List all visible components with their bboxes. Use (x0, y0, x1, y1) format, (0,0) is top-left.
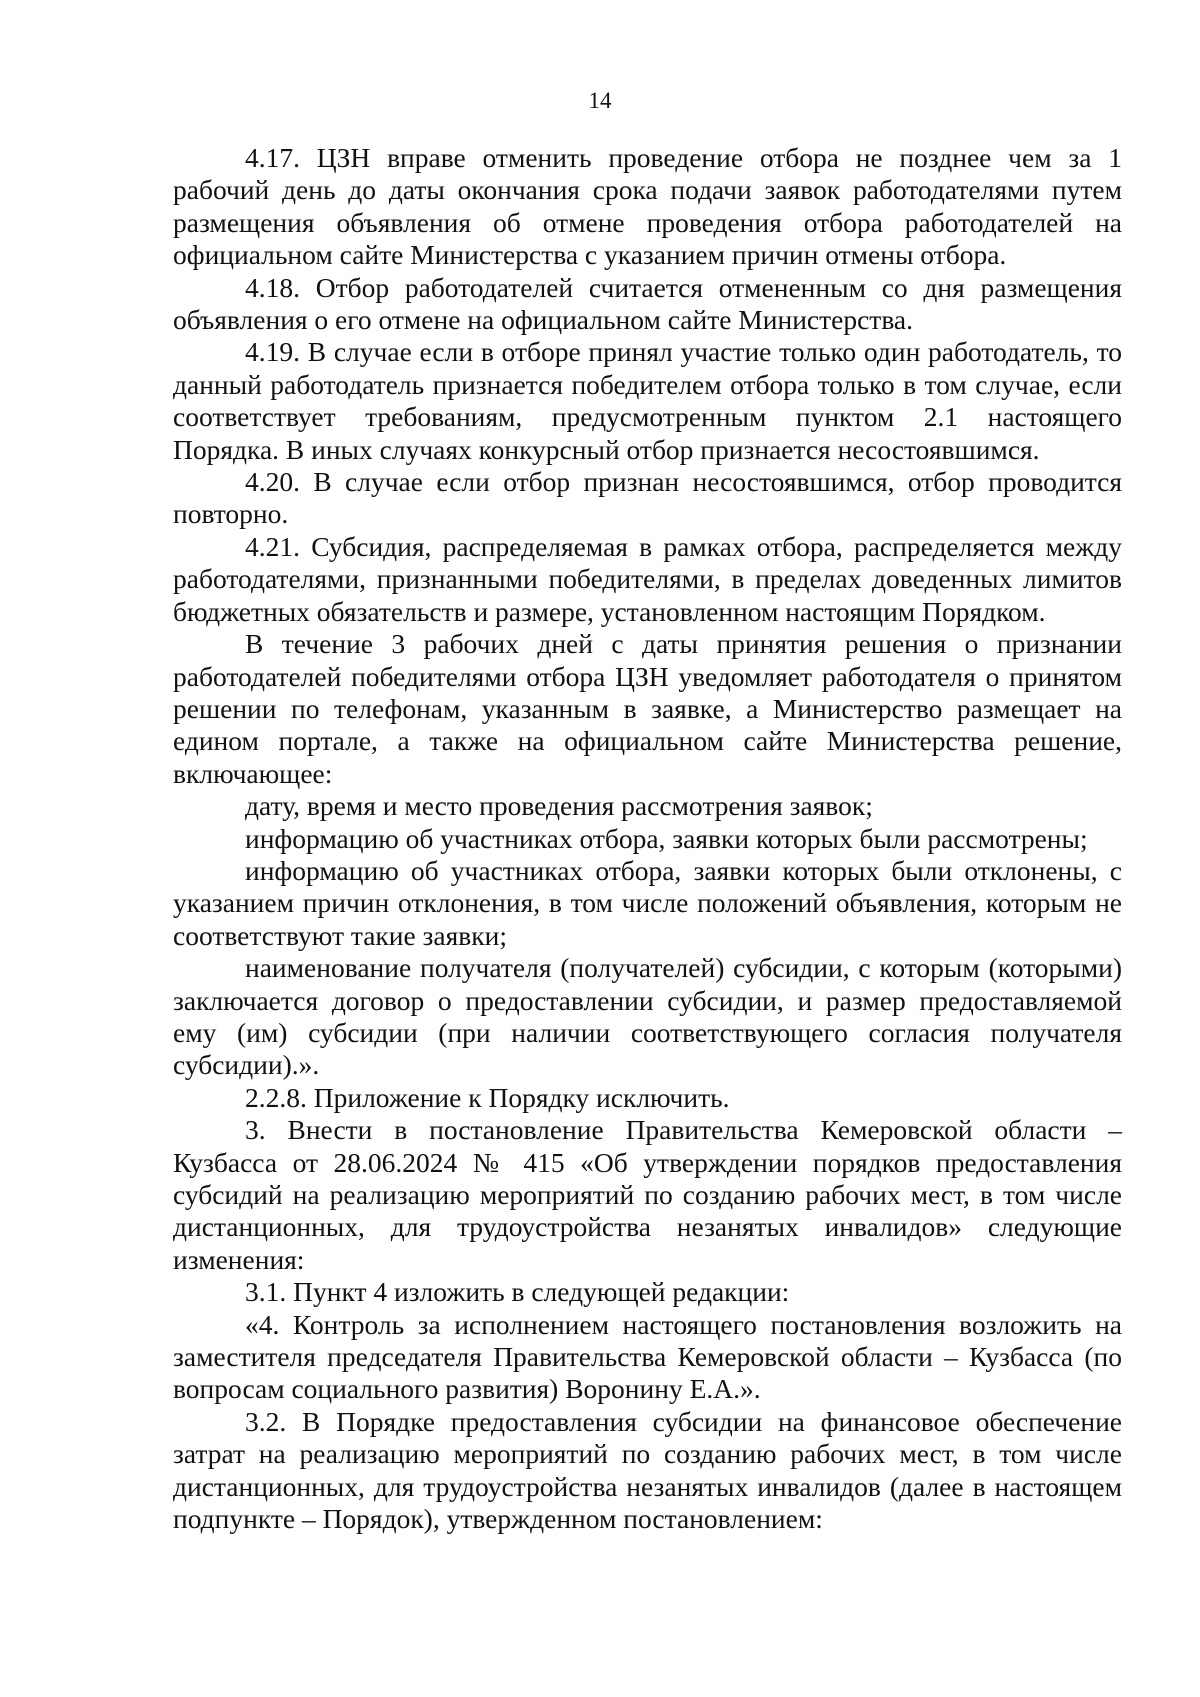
paragraph-3-2: 3.2. В Порядке предоставления субсидии на финансовое обеспечение затрат на реализацию мероприятий по созданию рабочих мест, в том числе дистанционных, для трудоустройства незанятых инвалидов (далее в настоящем подпункте – Порядок), утвержденном постановлением: (173, 1405, 1122, 1535)
paragraph-notification: В течение 3 рабочих дней с даты принятия решения о признании работодателей победителями отбора ЦЗН уведомляет работодателя о принятом решении по телефонам, указанным в заявке, а Министерство размещает на едином портале, а также на официальном сайте Министерства решение, включающее: (173, 628, 1122, 789)
paragraph-4-19: 4.19. В случае если в отборе принял участие только один работодатель, то данный работодатель признается победителем отбора только в том случае, если соответствует требованиям, предусмотренным пунктом 2.1 настоящего Порядка. В иных случаях конкурсный отбор признается несостоявшимся. (173, 336, 1122, 465)
document-body (173, 142, 1122, 1535)
paragraph-4-18: 4.18. Отбор работодателей считается отмененным со дня размещения объявления о его отмене на официальном сайте Министерства. (173, 271, 1122, 336)
list-item-date-time-place: дату, время и место проведения рассмотрения заявок; (245, 790, 873, 822)
paragraph-2-2-8: 2.2.8. Приложение к Порядку исключить. (245, 1081, 730, 1113)
paragraph-quoted-4: «4. Контроль за исполнением настоящего постановления возложить на заместителя председателя Правительства Кемеровской области – Кузбасса (по вопросам социального развития) Воронину Е.А.». (173, 1308, 1122, 1405)
page-number: 14 (588, 88, 612, 113)
paragraph-4-17: 4.17. ЦЗН вправе отменить проведение отбора не позднее чем за 1 рабочий день до даты окончания срока подачи заявок работодателями путем размещения объявления об отмене проведения отбора работодателей на официальном сайте Министерства с указанием причин отмены отбора. (173, 142, 1122, 271)
paragraph-3-1: 3.1. Пункт 4 изложить в следующей редакции: (245, 1276, 790, 1308)
paragraph-4-21: 4.21. Субсидия, распределяемая в рамках отбора, распределяется между работодателями, признанными победителями, в пределах доведенных лимитов бюджетных обязательств и размере, установленном настоящим Порядком. (173, 530, 1122, 627)
list-item-recipient-name: наименование получателя (получателей) субсидии, с которым (которыми) заключается договор о предоставлении субсидии, и размер предоставляемой ему (им) субсидии (при наличии соответствующего согласия получателя субсидии).». (173, 952, 1122, 1081)
list-item-reviewed-participants: информацию об участниках отбора, заявки которых были рассмотрены; (245, 822, 1088, 854)
paragraph-4-20: 4.20. В случае если отбор признан несостоявшимся, отбор проводится повторно. (173, 466, 1122, 530)
paragraph-3: 3. Внести в постановление Правительства Кемеровской области – Кузбасса от 28.06.2024 № 415 «Об утверждении порядков предоставления субсидий на реализацию мероприятий по созданию рабочих мест, в том числе дистанционных, для трудоустройства незанятых инвалидов» следующие изменения: (173, 1114, 1122, 1275)
list-item-rejected-participants: информацию об участниках отбора, заявки которых были отклонены, с указанием причин отклонения, в том числе положений объявления, которым не соответствуют такие заявки; (173, 854, 1122, 951)
